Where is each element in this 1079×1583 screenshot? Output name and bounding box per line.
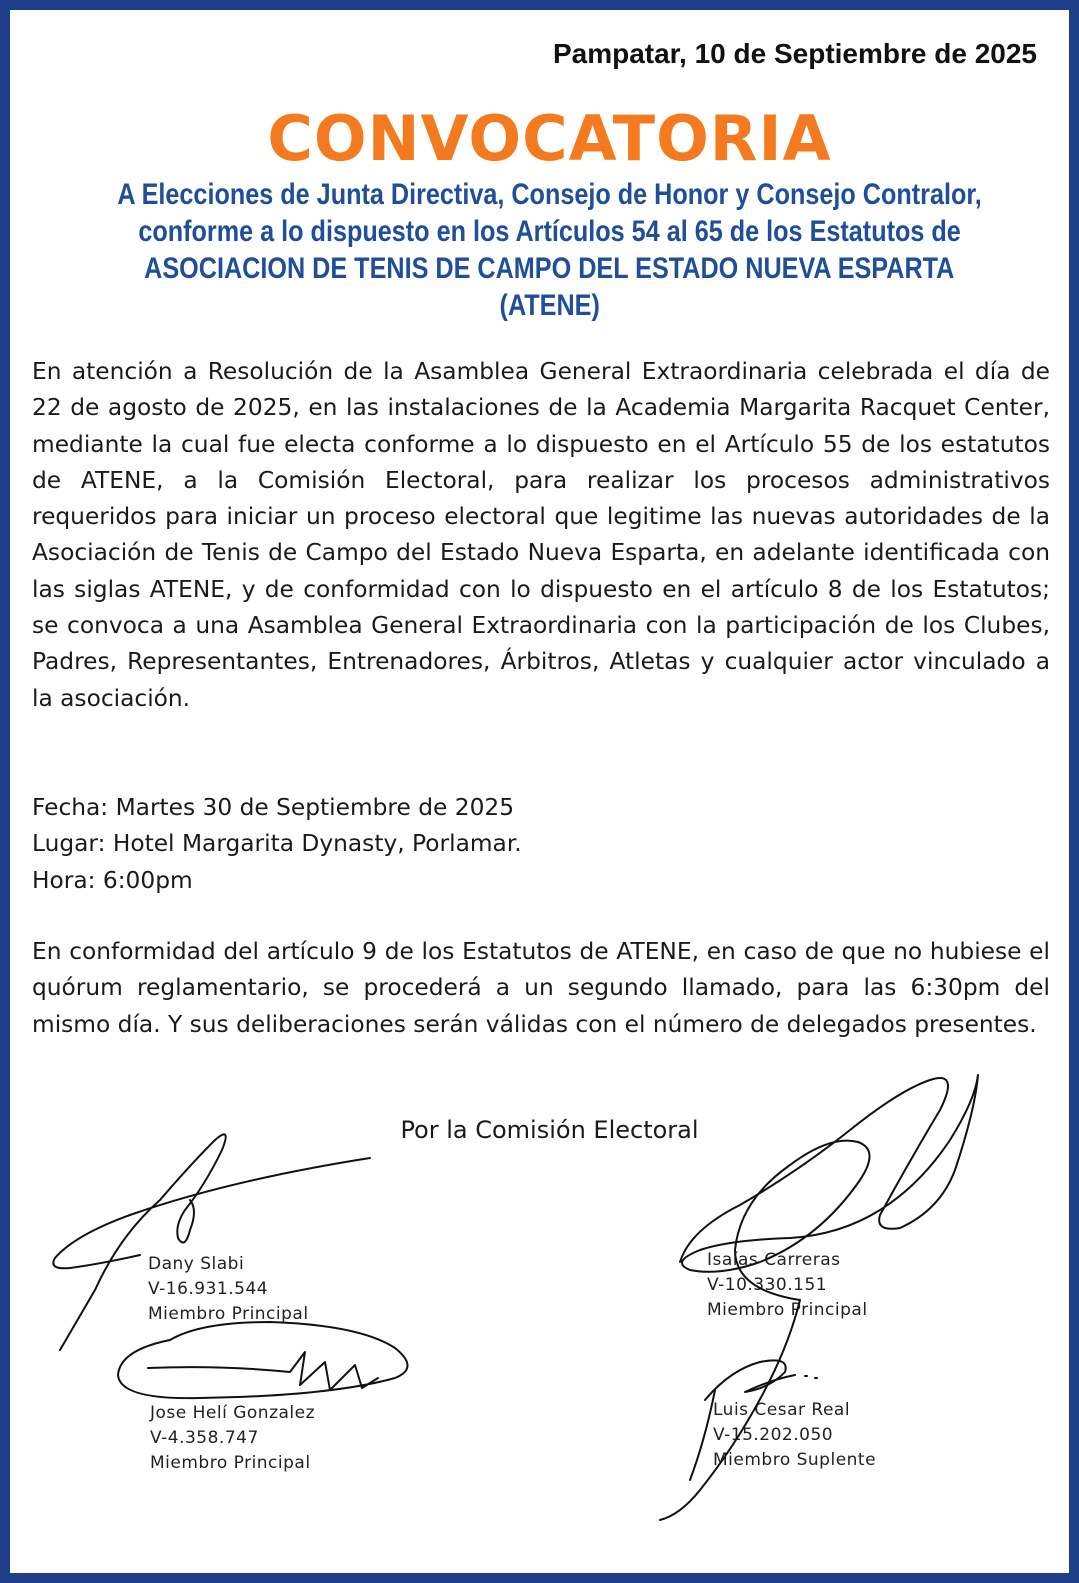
signatory-name: Isaías Carreras	[707, 1250, 841, 1270]
subtitle-line-2: conforme a lo dispuesto en los Artículos 54 al 65 de los Estatutos de	[138, 215, 961, 248]
event-time: Hora: 6:00pm	[32, 866, 193, 894]
signatory-name: Luis Cesar Real	[713, 1400, 851, 1420]
signatory-name: Jose Helí Gonzalez	[150, 1403, 316, 1423]
signatory-id: V-10.330.151	[707, 1275, 828, 1295]
subtitle-line-3: ASOCIACION DE TENIS DE CAMPO DEL ESTADO NUEVA ESPARTA	[144, 252, 955, 285]
document-title: CONVOCATORIA	[267, 102, 832, 175]
signatory-id: V-4.358.747	[150, 1428, 259, 1448]
signatory-name: Dany Slabi	[148, 1254, 245, 1274]
subtitle-line-1: A Elecciones de Junta Directiva, Consejo de Honor y Consejo Contralor,	[117, 178, 982, 211]
subtitle-line-4: (ATENE)	[499, 289, 600, 322]
signatory-role: Miembro Principal	[148, 1304, 309, 1324]
signatory-block	[707, 1248, 868, 1323]
signatory-id: V-15.202.050	[713, 1425, 834, 1445]
signatory-role: Miembro Principal	[150, 1453, 311, 1473]
document-subtitle	[20, 176, 1079, 324]
signatory-id: V-16.931.544	[148, 1279, 269, 1299]
signature-heading: Por la Comisión Electoral	[400, 1116, 699, 1144]
signatory-block	[713, 1398, 876, 1473]
event-date: Fecha: Martes 30 de Septiembre de 2025	[32, 794, 515, 821]
quorum-paragraph: En conformidad del artículo 9 de los Estatutos de ATENE, en caso de que no hubiese el quórum reglamentario, se procederá a un segundo llamado, para las 6:30pm del mismo día. Y sus deliberaciones serán válidas con el número de delegados presentes.	[32, 938, 1050, 1038]
signatory-block	[148, 1252, 309, 1327]
event-place: Lugar: Hotel Margarita Dynasty, Porlamar.	[32, 830, 522, 858]
signatory-role: Miembro Suplente	[713, 1450, 877, 1470]
document-date: Pampatar, 10 de Septiembre de 2025	[552, 38, 1037, 69]
event-details	[32, 790, 1050, 899]
signatory-block	[150, 1401, 315, 1476]
signatory-role: Miembro Principal	[707, 1300, 868, 1320]
convocation-paragraph: En atención a Resolución de la Asamblea General Extraordinaria celebrada el día de 22 de agosto de 2025, en las instalaciones de la Academia Margarita Racquet Center, mediante la cual fue electa conforme a lo dispuesto en el Artículo 55 de los estatutos de ATENE, a la Comisión Electoral, para realizar los procesos administrativos requeridos para iniciar un proceso electoral que legitime las nuevas autoridades de la Asociación de Tenis de Campo del Estado Nueva Esparta, en adelante identificada con las siglas ATENE, y de conformidad con lo dispuesto en el artículo 8 de los Estatutos; se convoca a una Asamblea General Extraordinaria con la participación de los Clubes, Padres, Representantes, Entrenadores, Árbitros, Atletas y cualquier actor vinculado a la asociación.	[32, 358, 1050, 712]
